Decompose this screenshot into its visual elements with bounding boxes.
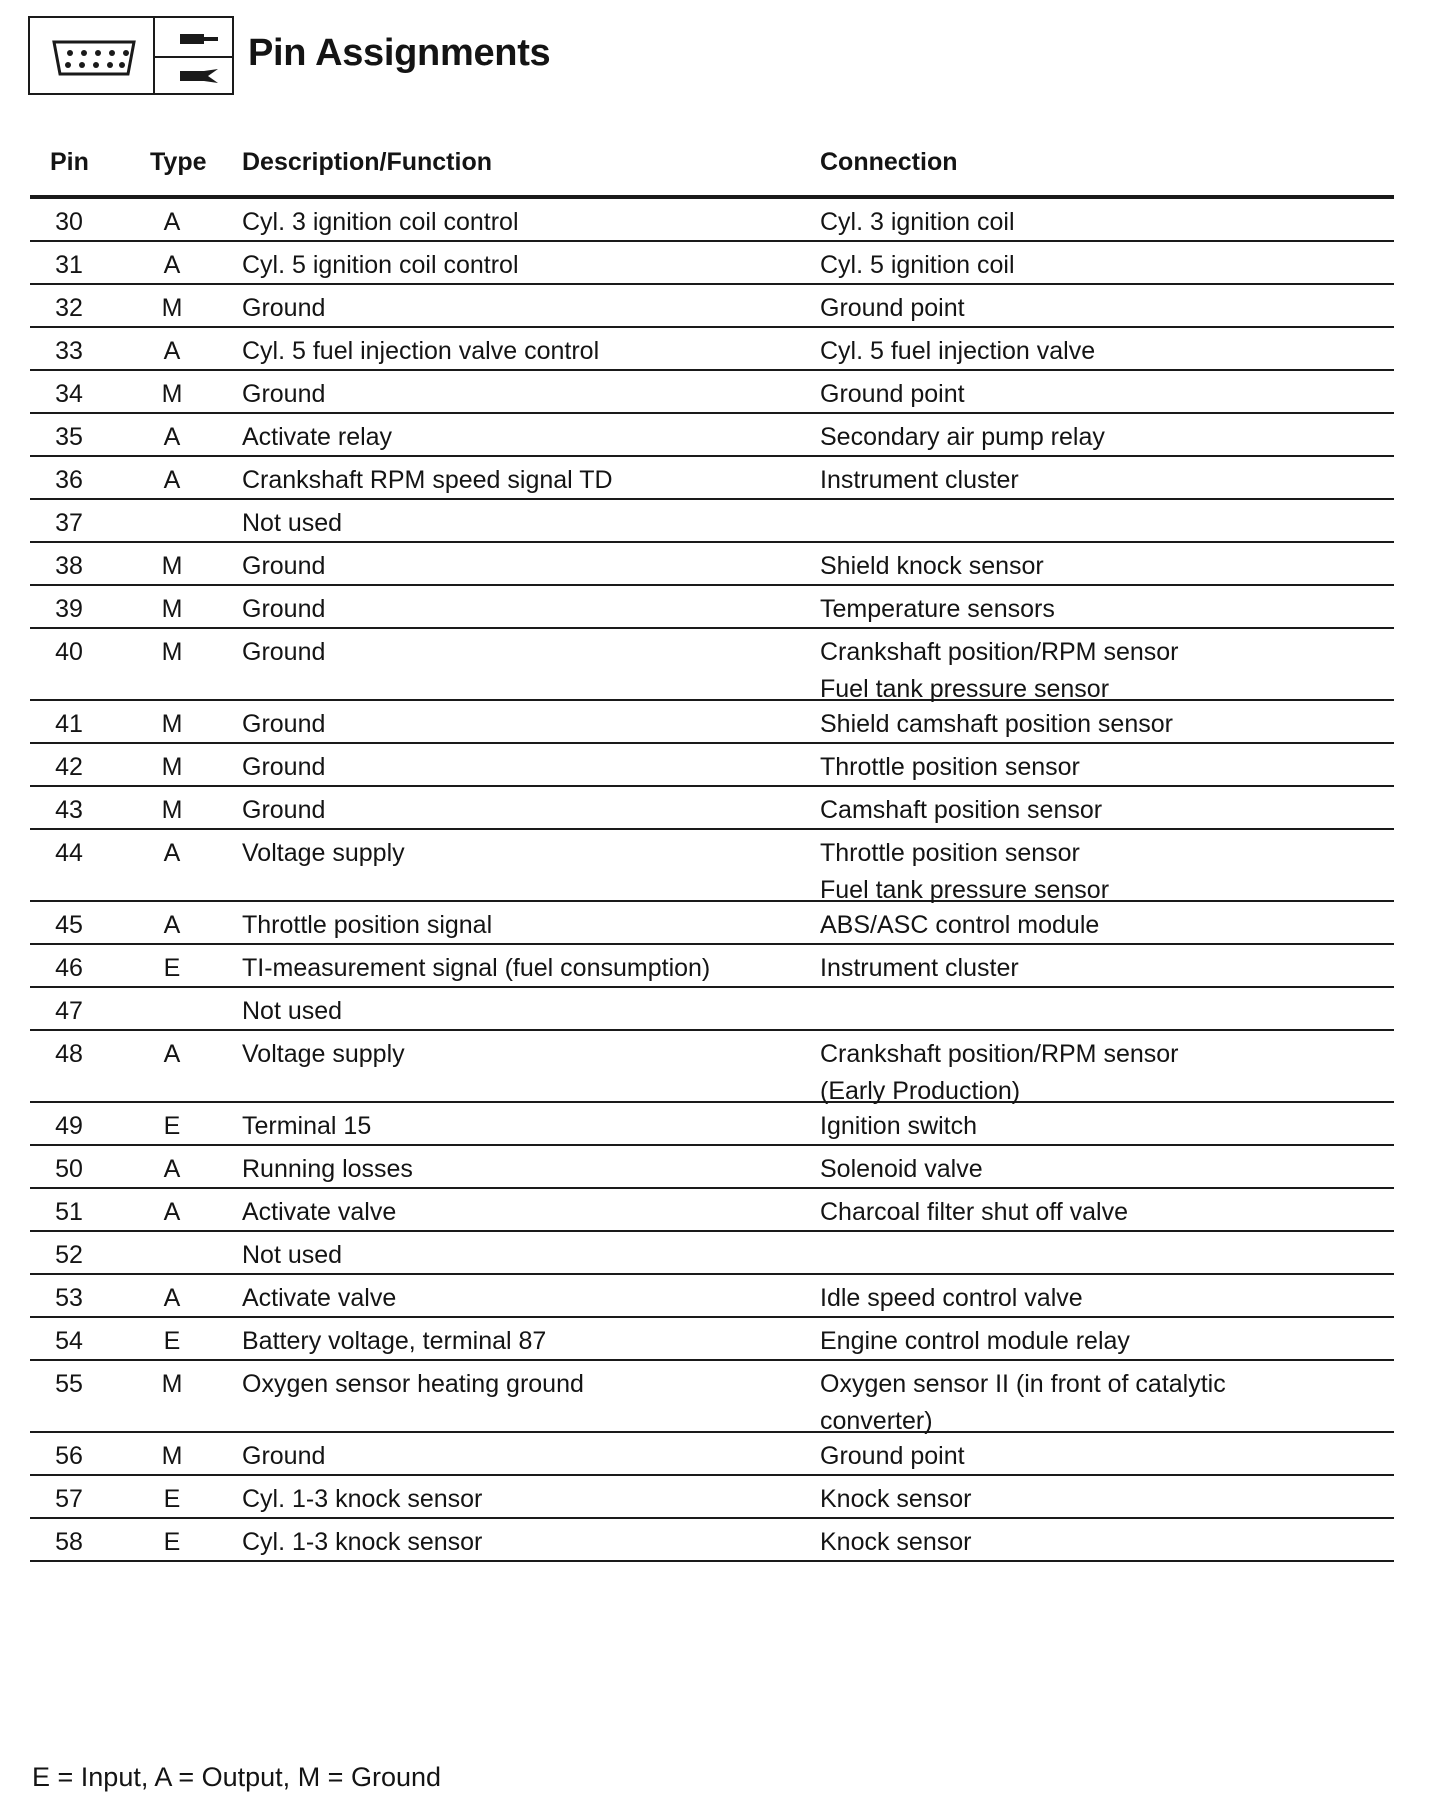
connection-line: Secondary air pump relay bbox=[820, 423, 1105, 451]
pin-connection bbox=[820, 1524, 971, 1561]
table-row bbox=[30, 701, 1394, 744]
pin-type: A bbox=[163, 337, 181, 365]
table-row bbox=[30, 543, 1394, 586]
pin-type: M bbox=[161, 796, 183, 824]
pin-connection bbox=[820, 1151, 983, 1188]
pin-type: A bbox=[163, 208, 181, 236]
pin-number: 58 bbox=[55, 1528, 83, 1556]
connector-icon bbox=[48, 38, 140, 78]
pin-number: 36 bbox=[55, 466, 83, 494]
connection-line: Instrument cluster bbox=[820, 466, 1019, 494]
pin-description: Activate valve bbox=[242, 1284, 397, 1312]
connection-line: Throttle position sensor bbox=[820, 839, 1080, 867]
pin-description: Not used bbox=[242, 997, 343, 1025]
pin-type: A bbox=[163, 1284, 181, 1312]
connection-line: Fuel tank pressure sensor bbox=[820, 675, 1110, 703]
pin-number: 49 bbox=[55, 1112, 83, 1140]
table-row bbox=[30, 902, 1394, 945]
table-row bbox=[30, 830, 1394, 902]
table-row bbox=[30, 199, 1394, 242]
column-header-description: Description/Function bbox=[242, 148, 492, 176]
pin-connection bbox=[820, 634, 1178, 708]
pin-description: Cyl. 3 ignition coil control bbox=[242, 208, 519, 236]
pin-number: 34 bbox=[55, 380, 83, 408]
pin-description: Ground bbox=[242, 595, 326, 623]
pin-number: 35 bbox=[55, 423, 83, 451]
pin-number: 53 bbox=[55, 1284, 83, 1312]
pin-type: A bbox=[163, 911, 181, 939]
connection-line: Cyl. 3 ignition coil bbox=[820, 208, 1015, 236]
connection-line: Camshaft position sensor bbox=[820, 796, 1103, 824]
pin-description: Ground bbox=[242, 552, 326, 580]
input-pin-icon bbox=[178, 65, 220, 87]
output-pin-icon bbox=[178, 28, 220, 50]
connection-line: Shield knock sensor bbox=[820, 552, 1044, 580]
table-row bbox=[30, 1275, 1394, 1318]
pin-type: A bbox=[163, 1198, 181, 1226]
pin-type: M bbox=[161, 595, 183, 623]
pin-connection bbox=[820, 376, 965, 413]
connection-line: Ignition switch bbox=[820, 1112, 978, 1140]
connection-line: (Early Production) bbox=[820, 1077, 1021, 1105]
pin-number: 47 bbox=[55, 997, 83, 1025]
pin-number: 43 bbox=[55, 796, 83, 824]
table-row bbox=[30, 1103, 1394, 1146]
pin-connection bbox=[820, 548, 1044, 585]
table-row bbox=[30, 500, 1394, 543]
pin-connection bbox=[820, 591, 1055, 628]
connection-line: ABS/ASC control module bbox=[820, 911, 1100, 939]
column-header-pin: Pin bbox=[50, 148, 89, 176]
connection-line: Idle speed control valve bbox=[820, 1284, 1083, 1312]
connection-line: Ground point bbox=[820, 294, 965, 322]
connection-line: Engine control module relay bbox=[820, 1327, 1130, 1355]
pin-connection bbox=[820, 462, 1019, 499]
table-row bbox=[30, 1433, 1394, 1476]
pin-connection bbox=[820, 1036, 1178, 1110]
pin-connection bbox=[820, 907, 1099, 944]
pin-number: 37 bbox=[55, 509, 83, 537]
pin-number: 31 bbox=[55, 251, 83, 279]
pin-type: M bbox=[161, 380, 183, 408]
pin-number: 30 bbox=[55, 208, 83, 236]
pin-description: Ground bbox=[242, 796, 326, 824]
pin-description: Activate valve bbox=[242, 1198, 397, 1226]
pin-type: A bbox=[163, 251, 181, 279]
pin-number: 56 bbox=[55, 1442, 83, 1470]
pin-description: Cyl. 5 fuel injection valve control bbox=[242, 337, 600, 365]
pin-type: M bbox=[161, 638, 183, 666]
pin-type: A bbox=[163, 1040, 181, 1068]
connection-line: Crankshaft position/RPM sensor bbox=[820, 638, 1179, 666]
connection-line: Knock sensor bbox=[820, 1528, 972, 1556]
pin-connection bbox=[820, 1438, 965, 1475]
table-row bbox=[30, 629, 1394, 701]
pin-number: 51 bbox=[55, 1198, 83, 1226]
pin-description: Activate relay bbox=[242, 423, 393, 451]
pin-type: M bbox=[161, 552, 183, 580]
table-row bbox=[30, 586, 1394, 629]
pin-type: A bbox=[163, 423, 181, 451]
pin-description: Voltage supply bbox=[242, 839, 405, 867]
pin-connection bbox=[820, 290, 965, 327]
table-row bbox=[30, 1361, 1394, 1433]
table-row bbox=[30, 988, 1394, 1031]
connection-line: Fuel tank pressure sensor bbox=[820, 876, 1110, 904]
table-row bbox=[30, 285, 1394, 328]
connection-line: Knock sensor bbox=[820, 1485, 972, 1513]
pin-description: Voltage supply bbox=[242, 1040, 405, 1068]
table-row bbox=[30, 1318, 1394, 1361]
pin-type: M bbox=[161, 1370, 183, 1398]
type-legend: E = Input, A = Output, M = Ground bbox=[32, 1762, 442, 1792]
pin-number: 33 bbox=[55, 337, 83, 365]
pin-connection bbox=[820, 204, 1015, 241]
pin-description: Oxygen sensor heating ground bbox=[242, 1370, 584, 1398]
column-header-type: Type bbox=[150, 148, 207, 176]
table-row bbox=[30, 242, 1394, 285]
pin-description: Running losses bbox=[242, 1155, 413, 1183]
connection-line: converter) bbox=[820, 1407, 933, 1435]
table-header bbox=[30, 140, 1394, 199]
connection-line: Ground point bbox=[820, 380, 965, 408]
connection-line: Instrument cluster bbox=[820, 954, 1019, 982]
pin-description: Terminal 15 bbox=[242, 1112, 372, 1140]
pin-type: E bbox=[163, 1485, 181, 1513]
table-body bbox=[30, 199, 1394, 1562]
table-row bbox=[30, 1232, 1394, 1275]
connection-line: Shield camshaft position sensor bbox=[820, 710, 1173, 738]
pin-connection bbox=[820, 749, 1080, 786]
pin-number: 38 bbox=[55, 552, 83, 580]
pin-description: Not used bbox=[242, 1241, 343, 1269]
pin-type: M bbox=[161, 753, 183, 781]
pin-connection bbox=[820, 792, 1102, 829]
table-row bbox=[30, 1146, 1394, 1189]
pin-description: Battery voltage, terminal 87 bbox=[242, 1327, 547, 1355]
pin-number: 55 bbox=[55, 1370, 83, 1398]
pin-description: Ground bbox=[242, 1442, 326, 1470]
table-row bbox=[30, 787, 1394, 830]
connection-line: Charcoal filter shut off valve bbox=[820, 1198, 1129, 1226]
pin-connection bbox=[820, 706, 1173, 743]
pin-description: TI-measurement signal (fuel consumption) bbox=[242, 954, 711, 982]
connection-line: Oxygen sensor II (in front of catalytic bbox=[820, 1370, 1226, 1398]
pin-number: 54 bbox=[55, 1327, 83, 1355]
connection-line: Cyl. 5 ignition coil bbox=[820, 251, 1015, 279]
pin-number: 57 bbox=[55, 1485, 83, 1513]
table-row bbox=[30, 945, 1394, 988]
icon-hdivider bbox=[153, 56, 234, 58]
pin-connection bbox=[820, 333, 1095, 370]
table-row bbox=[30, 1519, 1394, 1562]
table-row bbox=[30, 1189, 1394, 1232]
pin-description: Crankshaft RPM speed signal TD bbox=[242, 466, 613, 494]
pin-connection bbox=[820, 419, 1105, 456]
connection-line: Throttle position sensor bbox=[820, 753, 1080, 781]
pin-connection bbox=[820, 835, 1109, 909]
pin-description: Ground bbox=[242, 710, 326, 738]
pin-description: Ground bbox=[242, 294, 326, 322]
pin-description: Throttle position signal bbox=[242, 911, 493, 939]
table-row bbox=[30, 744, 1394, 787]
pin-number: 48 bbox=[55, 1040, 83, 1068]
table-row bbox=[30, 1476, 1394, 1519]
pin-number: 39 bbox=[55, 595, 83, 623]
pin-number: 46 bbox=[55, 954, 83, 982]
pin-connection bbox=[820, 1323, 1130, 1360]
pin-connection bbox=[820, 1108, 977, 1145]
table-row bbox=[30, 414, 1394, 457]
pin-type: E bbox=[163, 1327, 181, 1355]
page-title: Pin Assignments bbox=[248, 32, 551, 74]
pin-description: Cyl. 1-3 knock sensor bbox=[242, 1485, 483, 1513]
pin-type: E bbox=[163, 1112, 181, 1140]
connector-icon-box bbox=[28, 16, 234, 95]
connection-line: Cyl. 5 fuel injection valve bbox=[820, 337, 1096, 365]
connection-line: Solenoid valve bbox=[820, 1155, 983, 1183]
pin-connection bbox=[820, 1481, 971, 1518]
connection-line: Temperature sensors bbox=[820, 595, 1055, 623]
table-row bbox=[30, 328, 1394, 371]
pin-connection bbox=[820, 247, 1015, 284]
pin-number: 52 bbox=[55, 1241, 83, 1269]
pin-number: 41 bbox=[55, 710, 83, 738]
pin-connection bbox=[820, 1194, 1128, 1231]
pin-type: E bbox=[163, 954, 181, 982]
pin-description: Not used bbox=[242, 509, 343, 537]
pin-number: 42 bbox=[55, 753, 83, 781]
pin-number: 45 bbox=[55, 911, 83, 939]
connection-line: Crankshaft position/RPM sensor bbox=[820, 1040, 1179, 1068]
pin-type: A bbox=[163, 839, 181, 867]
pin-description: Cyl. 1-3 knock sensor bbox=[242, 1528, 483, 1556]
table-row bbox=[30, 371, 1394, 414]
pin-type: M bbox=[161, 294, 183, 322]
column-header-connection: Connection bbox=[820, 148, 958, 176]
table-row bbox=[30, 1031, 1394, 1103]
pin-number: 50 bbox=[55, 1155, 83, 1183]
pin-number: 32 bbox=[55, 294, 83, 322]
connection-line: Ground point bbox=[820, 1442, 965, 1470]
pin-type: M bbox=[161, 710, 183, 738]
pin-number: 40 bbox=[55, 638, 83, 666]
pin-table bbox=[30, 140, 1394, 1562]
pin-description: Ground bbox=[242, 380, 326, 408]
pin-type: A bbox=[163, 1155, 181, 1183]
pin-description: Ground bbox=[242, 638, 326, 666]
pin-connection bbox=[820, 1280, 1083, 1317]
pin-type: A bbox=[163, 466, 181, 494]
pin-type: M bbox=[161, 1442, 183, 1470]
pin-connection bbox=[820, 950, 1019, 987]
table-row bbox=[30, 457, 1394, 500]
pin-description: Cyl. 5 ignition coil control bbox=[242, 251, 519, 279]
pin-type: E bbox=[163, 1528, 181, 1556]
pin-description: Ground bbox=[242, 753, 326, 781]
pin-number: 44 bbox=[55, 839, 83, 867]
pin-connection bbox=[820, 1366, 1226, 1440]
